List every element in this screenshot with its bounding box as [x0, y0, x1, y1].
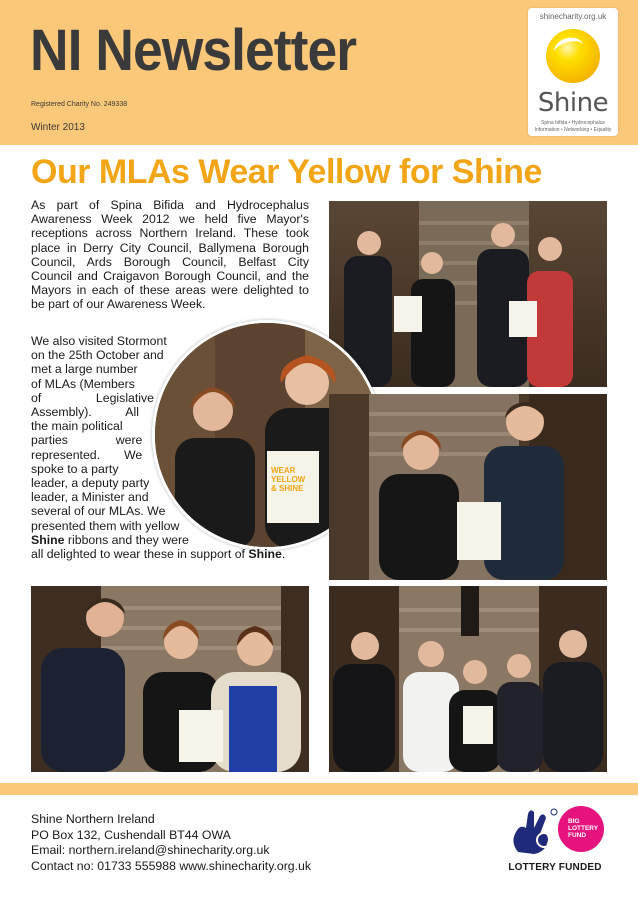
article-headline: Our MLAs Wear Yellow for Shine	[31, 153, 542, 191]
para-line: We also visited Stormont	[31, 334, 167, 348]
para-line: several of our MLAs. We	[31, 504, 166, 519]
para-line: the main political	[31, 419, 123, 434]
para-line-post: .	[281, 547, 286, 562]
logo-tagline-1: Spina bifida • Hydrocephalus	[540, 120, 605, 126]
header-band	[0, 0, 638, 145]
contact-line[interactable]: Contact no: 01733 555988 www.shinecharity.org.uk	[31, 858, 312, 873]
poster-line-3: & SHINE	[271, 484, 304, 493]
photo-3-image	[31, 586, 309, 772]
lottery-funded-label: LOTTERY FUNDED	[508, 862, 602, 873]
photo-woman-and-man	[329, 394, 607, 580]
photo-2-image	[329, 394, 607, 580]
para-line	[31, 533, 311, 547]
edition-label: Winter 2013	[31, 122, 85, 133]
blf-line-3: FUND	[568, 832, 587, 839]
para-line: of MLAs (Members	[31, 376, 135, 391]
blf-line-2: LOTTERY	[568, 825, 599, 832]
lottery-funded-logo	[500, 804, 610, 876]
charity-number: Registered Charity No. 249338	[31, 101, 128, 108]
crossed-fingers-icon	[504, 806, 560, 858]
para-line: parties were	[31, 433, 143, 448]
para-line: spoke to a party	[31, 461, 119, 476]
shine-bold: Shine	[31, 532, 65, 547]
blf-line-1: BIG	[568, 818, 580, 825]
logo-word: Shine	[537, 88, 609, 118]
postal-address: PO Box 132, Cushendall BT44 OWA	[31, 827, 231, 842]
photo-4-image	[329, 586, 607, 772]
para-line: on the 25th October and	[31, 348, 164, 363]
big-lottery-fund-badge	[558, 806, 604, 852]
logo-tagline-2: Information • Networking • Equality	[534, 127, 612, 133]
poster-line-2: YELLOW	[271, 475, 306, 484]
contact-block	[31, 812, 311, 874]
photo-man-and-two-women	[31, 586, 309, 772]
para-line: represented. We	[31, 447, 143, 462]
intro-paragraph: As part of Spina Bifida and Hydrocephalus Awareness Week 2012 we held five Mayor's receptions across Northern Ireland. These took place in Derry City Council, Ballymena Borough Council, Ards Borough Council, Belfast City Council and Craigavon Borough Council, and the Mayors in each of these areas were delighted to be part of our Awareness Week.	[31, 198, 309, 312]
photo-1-image	[329, 201, 607, 387]
email-line[interactable]: Email: northern.ireland@shinecharity.org.uk	[31, 843, 270, 858]
newsletter-title: NI Newsletter	[30, 18, 357, 83]
para-line: presented them with yellow	[31, 518, 180, 533]
para-line: Assembly). All	[31, 405, 139, 420]
para-line: of Legislative	[31, 390, 155, 405]
poster-line-1: WEAR	[271, 466, 296, 475]
para-line: leader, a deputy party	[31, 476, 150, 491]
footer-band	[0, 783, 638, 795]
logo-url: shinecharity.org.uk	[539, 12, 607, 21]
para-line-rest: ribbons and they were	[64, 532, 189, 547]
org-name: Shine Northern Ireland	[31, 812, 155, 826]
para-line: met a large number	[31, 362, 138, 377]
photo-group-stairs-1	[329, 201, 607, 387]
para-line: leader, a Minister and	[31, 490, 149, 505]
para-line-pre: all delighted to wear these in support of	[31, 547, 249, 562]
photo-group-five	[329, 586, 607, 772]
para-line	[31, 547, 311, 561]
shine-bold: Shine	[248, 547, 282, 562]
shine-logo	[528, 8, 618, 136]
stormont-paragraph	[31, 334, 311, 561]
